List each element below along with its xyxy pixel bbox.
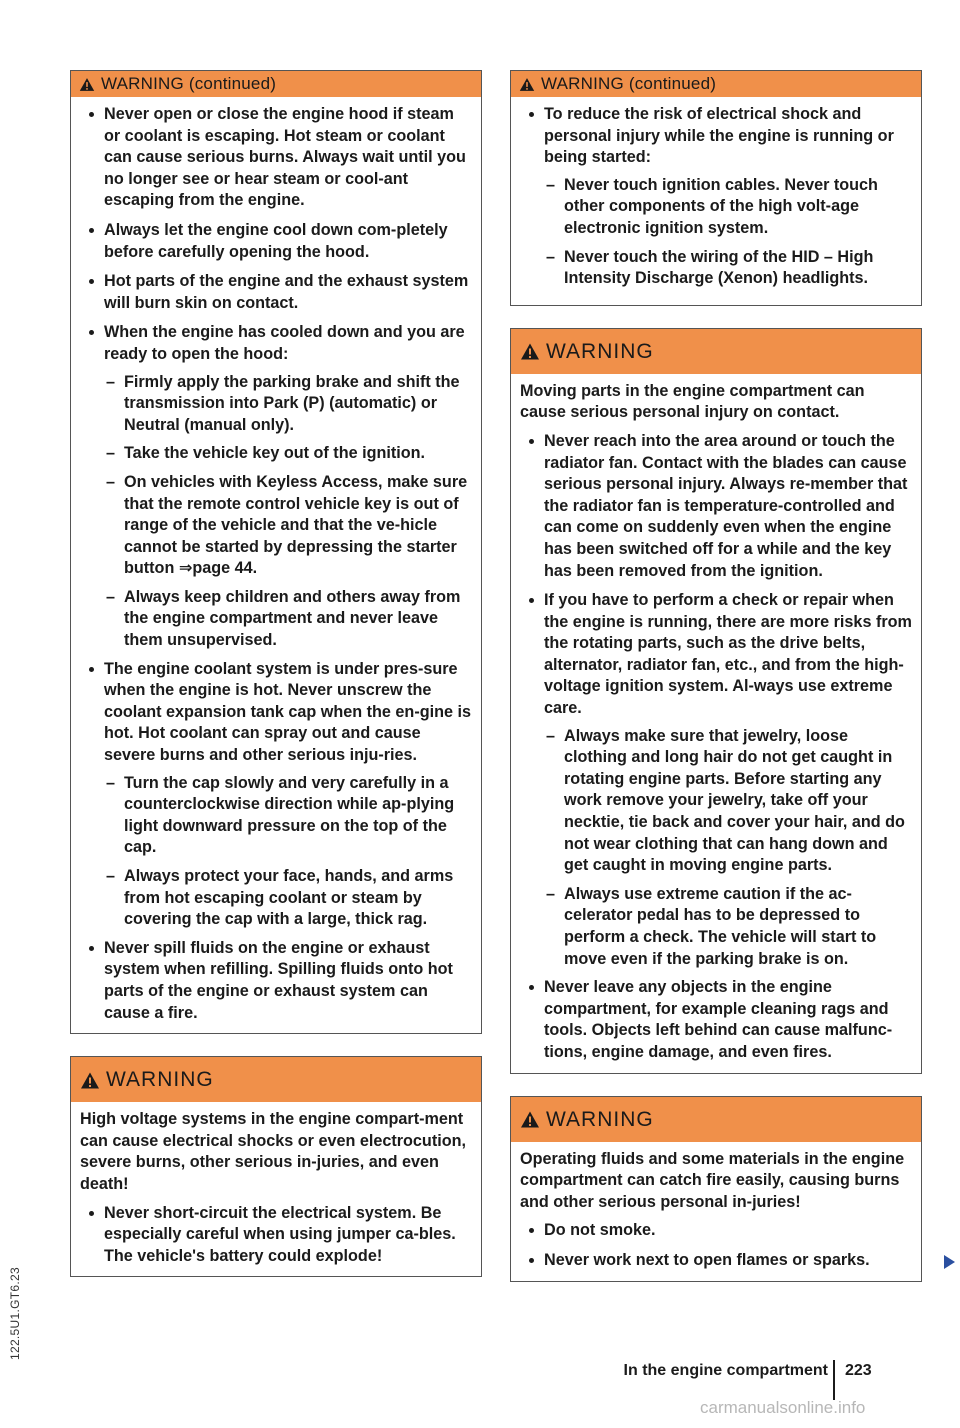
sub-list-item: – Always keep children and others away from the engine compartment and never leave them unsupervised.	[80, 587, 472, 652]
list-item: Always let the engine cool down com-pletely before carefully opening the hood.	[80, 220, 472, 263]
list-item: Never work next to open flames or sparks.	[520, 1250, 912, 1272]
warning-box-moving-parts	[510, 328, 922, 1074]
sub-list-item: – Never touch the wiring of the HID – High Intensity Discharge (Xenon) headlights.	[520, 247, 912, 290]
list-item: The engine coolant system is under pres-sure when the engine is hot. Never unscrew the coolant expansion tank cap when the en-gine is hot. Hot coolant can spray out and cause severe burns and other serious inju-ries.	[80, 659, 472, 767]
warning-box-fire	[510, 1096, 922, 1282]
warning-triangle-icon	[519, 77, 535, 92]
list-item: If you have to perform a check or repair when the engine is running, there are more risks from the rotating parts, such as the drive belts, alternator, radiator fan, etc., and from the high-voltage ignition system. Al-ways use extreme care.	[520, 590, 912, 720]
sub-list-item: – Always make sure that jewelry, loose clothing and long hair do not get caught in rotating engine parts. Before starting any work remove your jewelry, take off your necktie, tie back and cover your hair, and do not wear clothing that can hang down and get caught in moving engine parts.	[520, 726, 912, 877]
list-item: To reduce the risk of electrical shock and personal injury while the engine is running or being started:	[520, 104, 912, 169]
warning-triangle-icon	[79, 77, 95, 92]
page-footer	[0, 1362, 960, 1392]
document-code: 122.5U1.GT6.23	[8, 1267, 22, 1360]
list-item: Hot parts of the engine and the exhaust system will burn skin on contact.	[80, 271, 472, 314]
sub-list-item: – Take the vehicle key out of the ignition.	[80, 443, 472, 465]
continue-arrow-icon	[944, 1255, 955, 1269]
sub-list-item: – Never touch ignition cables. Never touch other components of the high volt-age electronic ignition system.	[520, 175, 912, 240]
warning-box-continued-right	[510, 70, 922, 306]
footer-divider	[833, 1360, 835, 1400]
sub-list-item: – Turn the cap slowly and very carefully in a counterclockwise direction while ap-plying light downward pressure on the top of the cap.	[80, 773, 472, 859]
warning-header	[71, 1057, 481, 1102]
list-item: Never leave any objects in the engine compartment, for example cleaning rags and tools. Objects left behind can cause malfunc-tions, engine damage, and even fires.	[520, 977, 912, 1063]
list-item: Do not smoke.	[520, 1220, 912, 1242]
warning-intro: Moving parts in the engine compartment can cause serious personal injury on contact.	[520, 381, 865, 422]
warning-triangle-icon	[80, 1071, 100, 1090]
sub-list-item: – Always protect your face, hands, and arms from hot escaping coolant or steam by covering the cap with a large, thick rag.	[80, 866, 472, 931]
warning-intro: Operating fluids and some materials in the engine compartment can catch fire easily, causing burns and other serious personal in-juries!	[520, 1149, 905, 1211]
warning-title: WARNING	[106, 1068, 214, 1092]
warning-title: WARNING (continued)	[101, 74, 277, 93]
warning-title: WARNING	[546, 339, 654, 363]
warning-header	[511, 329, 921, 374]
warning-box-continued-left	[70, 70, 482, 1034]
warning-triangle-icon	[520, 342, 540, 361]
watermark: carmanualsonline.info	[700, 1398, 866, 1417]
left-column	[70, 70, 482, 1299]
sub-list-item: – Firmly apply the parking brake and shift the transmission into Park (P) (automatic) or Neutral (manual only).	[80, 372, 472, 437]
right-column	[510, 70, 922, 1304]
section-title: In the engine compartment	[623, 1362, 828, 1379]
list-item: Never short-circuit the electrical system. Be especially careful when using jumper ca-bles. The vehicle's battery could explode!	[80, 1203, 472, 1268]
warning-box-high-voltage	[70, 1056, 482, 1277]
warning-intro: High voltage systems in the engine compart-ment can cause electrical shocks or even electrocution, severe burns, other serious in-juries, and even death!	[80, 1110, 466, 1193]
warning-header	[511, 71, 921, 97]
list-item: When the engine has cooled down and you are ready to open the hood:	[80, 322, 472, 365]
sub-list-item: – Always use extreme caution if the ac-celerator pedal has to be depressed to perform a check. The vehicle will start to move even if the parking brake is on.	[520, 884, 912, 970]
warning-triangle-icon	[520, 1110, 540, 1129]
warning-header	[511, 1097, 921, 1142]
list-item: Never spill fluids on the engine or exhaust system when refilling. Spilling fluids onto hot parts of the engine or exhaust system can cause a fire.	[80, 938, 472, 1024]
list-item: Never reach into the area around or touch the radiator fan. Contact with the blades can cause serious personal injury. Always re-member that the radiator fan is temperature-controlled and can come on suddenly even when the engine has been switched off for a while and the key has been removed from the ignition.	[520, 431, 912, 582]
sub-list-item-page-reference[interactable]: – On vehicles with Keyless Access, make sure that the remote control vehicle key is out of range of the vehicle and that the ve-hicle cannot be started by depressing the starter button ⇒page 44.	[80, 472, 472, 580]
warning-title: WARNING	[546, 1107, 654, 1131]
warning-header	[71, 71, 481, 97]
page-number: 223	[845, 1362, 872, 1379]
list-item: Never open or close the engine hood if steam or coolant is escaping. Hot steam or coolant can cause serious burns. Always wait until you no longer see or hear steam or cool-ant escaping from the engine.	[80, 104, 472, 212]
warning-title: WARNING (continued)	[541, 74, 717, 93]
